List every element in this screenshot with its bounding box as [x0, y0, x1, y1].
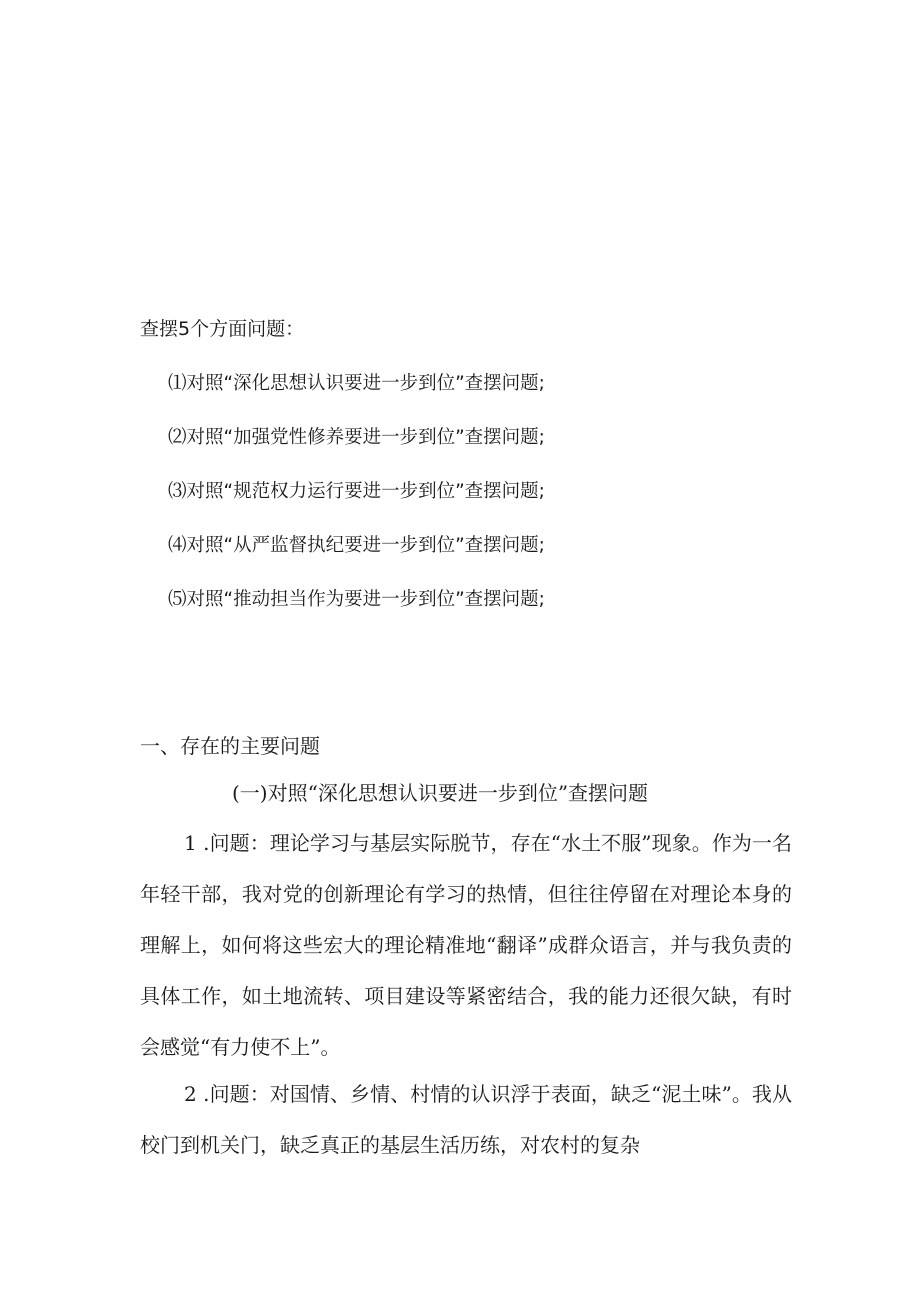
aspect-item-5: ⑸对照“推动担当作为要进一步到位”查摆问题; [168, 589, 545, 610]
sub-heading: (一)对照“深化思想认识要进一步到位”查摆问题 [232, 781, 649, 805]
aspect-item-1: ⑴对照“深化思想认识要进一步到位”查摆问题; [168, 373, 545, 394]
aspect-item-2: ⑵对照“加强党性修养要进一步到位”查摆问题; [168, 427, 545, 448]
aspect-list [168, 369, 545, 639]
paragraph-2: 2 .问题：对国情、乡情、村情的认识浮于表面，缺乏“泥土味”。我从校门到机关门，缺乏真正的基层生活历练，对农村的复杂 [140, 1082, 792, 1157]
section-heading: 一、存在的主要问题 [140, 734, 320, 758]
aspect-item-4: ⑷对照“从严监督执纪要进一步到位”查摆问题; [168, 535, 545, 556]
paragraph-1: 1 .问题：理论学习与基层实际脱节，存在“水土不服”现象。作为一名年轻干部，我对党的创新理论有学习的热情，但往往停留在对理论本身的理解上，如何将这些宏大的理论精准地“翻译”成群众语言，并与我负责的具体工作，如土地流转、项目建设等紧密结合，我的能力还很欠缺，有时会感觉“有力使不上”。 [140, 831, 792, 1059]
aspect-item-3: ⑶对照“规范权力运行要进一步到位”查摆问题; [168, 481, 545, 502]
intro-line: 查摆5个方面问题： [140, 318, 305, 340]
